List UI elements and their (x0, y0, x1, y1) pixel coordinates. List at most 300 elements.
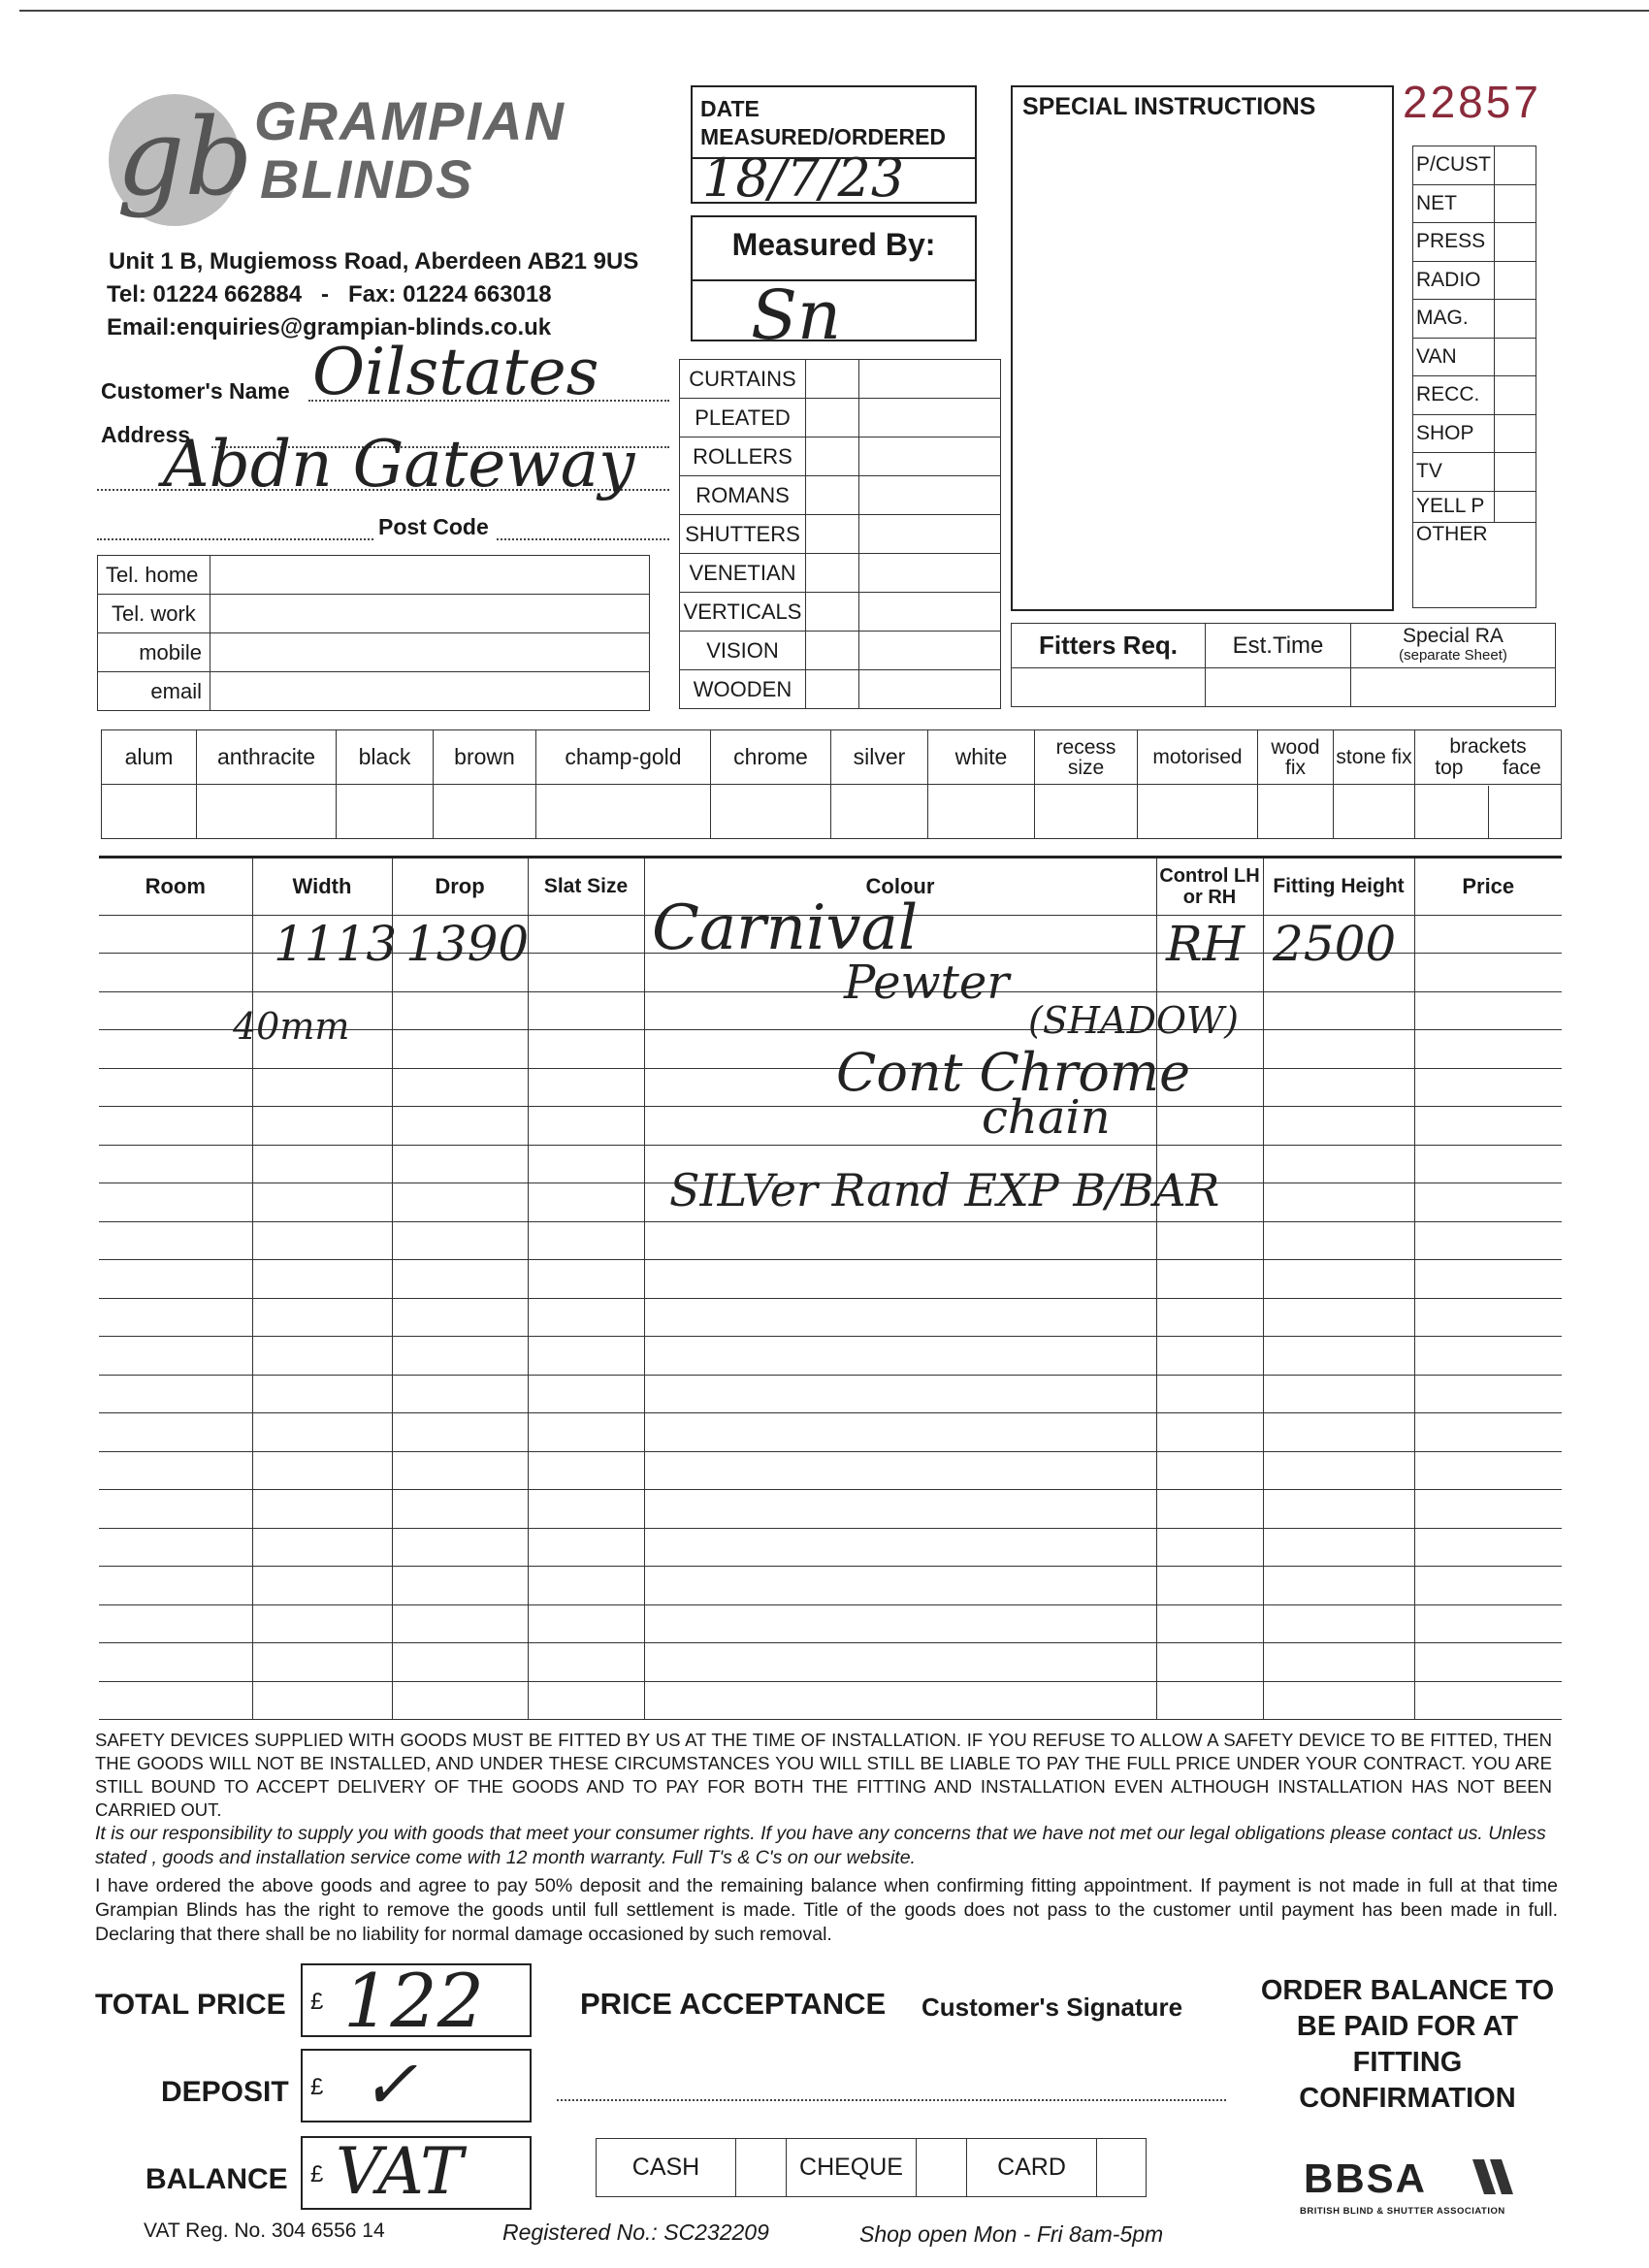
table-cell[interactable] (1414, 1183, 1562, 1222)
payment-card-check[interactable] (1097, 2139, 1147, 2197)
product-check[interactable] (806, 360, 859, 399)
option-label: motorised (1138, 730, 1258, 785)
entry-drop[interactable]: 1390 (405, 916, 530, 972)
gb-logo-icon (97, 87, 252, 233)
table-cell[interactable] (528, 1413, 644, 1452)
payment-cheque-label: CHEQUE (787, 2139, 917, 2197)
customer-name-label: Customer's Name (101, 378, 290, 404)
total-price-label: TOTAL PRICE (95, 1989, 286, 2021)
table-row (99, 1451, 1562, 1490)
table-cell[interactable] (1156, 1451, 1263, 1490)
table-cell[interactable] (1156, 1604, 1263, 1643)
deposit-value[interactable]: ✓ (361, 2045, 418, 2124)
table-cell[interactable] (1263, 1260, 1414, 1299)
table-cell[interactable] (1414, 1413, 1562, 1452)
table-cell[interactable] (1156, 1375, 1263, 1413)
special-ra-field[interactable] (1351, 668, 1556, 707)
table-cell[interactable] (1263, 1681, 1414, 1720)
postcode-line (497, 538, 669, 540)
table-cell[interactable] (392, 1183, 528, 1222)
deposit-label: DEPOSIT (161, 2076, 289, 2108)
table-cell[interactable] (1414, 1681, 1562, 1720)
product-check[interactable] (806, 437, 859, 476)
table-cell[interactable] (644, 1681, 1156, 1720)
table-cell[interactable] (1263, 1567, 1414, 1605)
table-cell[interactable] (99, 1451, 252, 1490)
option-field[interactable] (1035, 785, 1138, 839)
product-qty[interactable] (859, 593, 1001, 632)
contact-field[interactable] (210, 672, 650, 711)
table-cell[interactable] (392, 1107, 528, 1146)
option-label: anthracite (197, 730, 337, 785)
company-address: Unit 1 B, Mugiemoss Road, Aberdeen AB21 9US (109, 248, 639, 275)
table-cell[interactable] (644, 1375, 1156, 1413)
table-cell[interactable] (252, 1451, 392, 1490)
table-cell[interactable] (528, 1490, 644, 1529)
product-check[interactable] (806, 593, 859, 632)
table-row (99, 1413, 1562, 1452)
special-instructions-box[interactable] (1011, 85, 1394, 611)
table-cell[interactable] (392, 991, 528, 1030)
entry-colour-2[interactable]: Pewter (844, 956, 1010, 1010)
table-cell[interactable] (99, 1604, 252, 1643)
table-cell[interactable] (644, 1413, 1156, 1452)
table-cell[interactable] (392, 1068, 528, 1107)
address-label: Address (101, 422, 191, 447)
table-cell[interactable] (1263, 1107, 1414, 1146)
table-cell[interactable] (528, 1145, 644, 1183)
source-check[interactable] (1495, 300, 1536, 339)
table-cell[interactable] (252, 1681, 392, 1720)
table-cell[interactable] (99, 1337, 252, 1376)
special-ra-sub: (separate Sheet) (1399, 646, 1507, 664)
table-cell[interactable] (528, 1298, 644, 1337)
option-label: silver (831, 730, 928, 785)
table-cell[interactable] (252, 1107, 392, 1146)
brackets-cell (1415, 730, 1562, 785)
table-cell[interactable] (99, 1260, 252, 1299)
table-cell[interactable] (392, 1490, 528, 1529)
option-label: stone fix (1334, 730, 1415, 785)
table-cell[interactable] (1156, 1413, 1263, 1452)
terms-safety: SAFETY DEVICES SUPPLIED WITH GOODS MUST BE FITTED BY US AT THE TIME OF INSTALLATION. IF YOU REFUSE TO ALLOW A SAFETY DEVICE TO BE FITTED, THEN THE GOODS WILL NOT BE INSTALLED, AND UNDER THESE CIRCUMSTANCES YOU WILL STILL BE LIABLE TO PAY THE FULL PRICE UNDER YOUR CONTRACT. YOU ARE STILL BOUND TO ACCEPT DELIVERY OF THE GOODS AND TO PAY FOR BOTH THE FITTING AND INSTALLATION EVEN ALTHOUGH INSTALLATION HAS NOT BEEN CARRIED OUT. (95, 1730, 1552, 1820)
table-cell[interactable] (1414, 1260, 1562, 1299)
table-cell[interactable] (1414, 1451, 1562, 1490)
option-field[interactable] (434, 785, 536, 839)
table-cell[interactable] (99, 1030, 252, 1069)
table-cell[interactable] (99, 1643, 252, 1682)
table-cell[interactable] (644, 1221, 1156, 1260)
est-time-label: Est.Time (1206, 624, 1351, 668)
table-cell[interactable] (1414, 1567, 1562, 1605)
entry-colour-3[interactable]: (SHADOW) (1028, 999, 1239, 1042)
product-check[interactable] (806, 554, 859, 593)
product-label: CURTAINS (680, 360, 806, 399)
measured-by-value[interactable]: Sn (751, 275, 842, 355)
table-cell[interactable] (1263, 1528, 1414, 1567)
source-check[interactable] (1495, 376, 1536, 415)
table-cell[interactable] (99, 991, 252, 1030)
est-time-field[interactable] (1206, 668, 1351, 707)
table-cell[interactable] (1263, 1490, 1414, 1529)
source-check[interactable] (1495, 414, 1536, 453)
balance-box[interactable] (301, 2136, 532, 2210)
entry-colour-4[interactable]: Cont Chrome (836, 1042, 1191, 1103)
table-cell[interactable] (1263, 1145, 1414, 1183)
contact-field[interactable] (210, 556, 650, 595)
signature-line[interactable] (557, 2099, 1226, 2101)
table-cell[interactable] (528, 1528, 644, 1567)
table-cell[interactable] (1414, 991, 1562, 1030)
table-cell[interactable] (644, 1451, 1156, 1490)
brackets-fields (1415, 785, 1562, 839)
order-number: 22857 (1403, 77, 1541, 127)
table-cell[interactable] (1156, 1681, 1263, 1720)
table-cell[interactable] (1414, 1298, 1562, 1337)
table-cell[interactable] (528, 1567, 644, 1605)
table-cell[interactable] (1414, 1221, 1562, 1260)
fitters-table (1011, 623, 1556, 707)
table-cell[interactable] (644, 1604, 1156, 1643)
entry-colour-1[interactable]: Carnival (652, 892, 919, 964)
table-row (99, 1681, 1562, 1720)
table-row (99, 1490, 1562, 1529)
table-cell[interactable] (252, 1298, 392, 1337)
source-check[interactable] (1495, 184, 1536, 223)
contacts-table (97, 555, 650, 711)
source-check[interactable] (1495, 261, 1536, 300)
product-qty[interactable] (859, 670, 1001, 709)
table-cell[interactable] (528, 1604, 644, 1643)
brackets-top-field[interactable] (1415, 786, 1489, 838)
table-cell[interactable] (1156, 1337, 1263, 1376)
option-field[interactable] (197, 785, 337, 839)
bbsa-logo: BBSA (1304, 2155, 1428, 2201)
product-qty[interactable] (859, 554, 1001, 593)
table-cell[interactable] (252, 1490, 392, 1529)
fitters-field[interactable] (1012, 668, 1206, 707)
table-cell[interactable] (252, 1337, 392, 1376)
customer-name-value[interactable]: Oilstates (312, 335, 599, 409)
total-price-box[interactable] (301, 1958, 532, 2044)
products-table (679, 359, 1001, 709)
table-cell[interactable] (1156, 1221, 1263, 1260)
option-field[interactable] (711, 785, 831, 839)
measurement-table (99, 859, 1562, 1720)
table-cell[interactable] (252, 1643, 392, 1682)
table-cell[interactable] (528, 1221, 644, 1260)
table-cell[interactable] (392, 1298, 528, 1337)
table-cell[interactable] (1414, 1490, 1562, 1529)
table-cell[interactable] (644, 1490, 1156, 1529)
company-name-line1: GRAMPIAN (254, 90, 566, 151)
product-check[interactable] (806, 476, 859, 515)
source-label: TV (1413, 453, 1495, 492)
table-cell[interactable] (1156, 1260, 1263, 1299)
table-cell[interactable] (1263, 1030, 1414, 1069)
table-cell[interactable] (99, 1298, 252, 1337)
product-label: ROMANS (680, 476, 806, 515)
company-name-line2: BLINDS (260, 148, 474, 210)
table-cell[interactable] (528, 1030, 644, 1069)
product-label: VERTICALS (680, 593, 806, 632)
table-cell[interactable] (1263, 1604, 1414, 1643)
option-label: alum (102, 730, 197, 785)
table-row (99, 1260, 1562, 1299)
table-cell[interactable] (392, 1413, 528, 1452)
table-cell[interactable] (528, 991, 644, 1030)
table-cell[interactable] (1156, 1298, 1263, 1337)
source-check[interactable] (1495, 223, 1536, 262)
source-label: RECC. (1413, 376, 1495, 415)
table-cell[interactable] (99, 1528, 252, 1567)
table-cell[interactable] (99, 1567, 252, 1605)
table-cell[interactable] (1263, 1298, 1414, 1337)
table-row (99, 1643, 1562, 1682)
table-cell[interactable] (392, 1528, 528, 1567)
table-cell[interactable] (252, 1567, 392, 1605)
table-cell[interactable] (252, 1145, 392, 1183)
payment-card-label: CARD (967, 2139, 1097, 2197)
source-label: VAN (1413, 338, 1495, 376)
table-cell[interactable] (252, 1260, 392, 1299)
balance-label: BALANCE (146, 2163, 288, 2195)
date-value[interactable]: 18/7/23 (702, 147, 905, 209)
option-field[interactable] (536, 785, 711, 839)
terms-deposit: I have ordered the above goods and agree to pay 50% deposit and the remaining balance when confirming fitting appointment. If payment is not made in full at that time Grampian Blinds has the right to remove the goods until full settlement is made. Title of the goods does not pass to the customer until payment has been made in full. Declaring that there shall be no liability for normal damage occasioned by such removal. (95, 1875, 1558, 1945)
source-check[interactable] (1495, 453, 1536, 492)
table-cell[interactable] (252, 1528, 392, 1567)
option-field[interactable] (337, 785, 434, 839)
table-cell[interactable] (1263, 1068, 1414, 1107)
table-cell[interactable] (99, 1145, 252, 1183)
product-qty[interactable] (859, 360, 1001, 399)
table-cell[interactable] (528, 1107, 644, 1146)
price-acceptance-label: PRICE ACCEPTANCE (580, 1987, 887, 2021)
order-balance-notice: ORDER BALANCE TO BE PAID FOR AT FITTING CONFIRMATION (1260, 1975, 1555, 2114)
option-label: white (928, 730, 1035, 785)
table-cell[interactable] (1414, 1337, 1562, 1376)
entry-width-note[interactable]: 40mm (233, 1005, 350, 1048)
product-qty[interactable] (859, 632, 1001, 670)
table-cell[interactable] (99, 954, 252, 992)
table-cell[interactable] (99, 1681, 252, 1720)
logo-mark: gb (116, 95, 252, 219)
table-cell[interactable] (99, 1107, 252, 1146)
table-cell[interactable] (99, 1068, 252, 1107)
header-slat-size: Slat Size (528, 859, 644, 915)
date-label: DATE MEASURED/ORDERED (700, 96, 947, 149)
payment-cash-check[interactable] (736, 2139, 787, 2197)
contact-field[interactable] (210, 633, 650, 672)
table-cell[interactable] (1263, 1221, 1414, 1260)
table-cell[interactable] (528, 954, 644, 992)
table-cell[interactable] (528, 1183, 644, 1222)
option-field[interactable] (1334, 785, 1415, 839)
table-cell[interactable] (392, 1145, 528, 1183)
source-check[interactable] (1495, 491, 1536, 522)
table-cell[interactable] (252, 1183, 392, 1222)
option-label: black (337, 730, 434, 785)
table-cell[interactable] (99, 915, 252, 954)
table-cell[interactable] (1414, 1528, 1562, 1567)
table-cell[interactable] (392, 1030, 528, 1069)
table-cell[interactable] (1263, 1337, 1414, 1376)
source-label: YELL P (1413, 491, 1495, 522)
table-cell[interactable] (392, 1221, 528, 1260)
table-cell[interactable] (644, 1298, 1156, 1337)
contact-label: Tel. home (98, 556, 210, 595)
brackets-face-field[interactable] (1489, 786, 1562, 838)
entry-note[interactable]: SILVer Rand EXP B/BAR (669, 1164, 1220, 1216)
source-label: P/CUST (1413, 146, 1495, 185)
table-cell[interactable] (392, 1337, 528, 1376)
currency-symbol: £ (310, 2074, 324, 2100)
table-cell[interactable] (392, 1451, 528, 1490)
table-cell[interactable] (392, 1681, 528, 1720)
table-cell[interactable] (1263, 991, 1414, 1030)
bbsa-caption: BRITISH BLIND & SHUTTER ASSOCIATION (1300, 2206, 1505, 2217)
table-cell[interactable] (1156, 1643, 1263, 1682)
table-cell[interactable] (528, 1643, 644, 1682)
product-qty[interactable] (859, 437, 1001, 476)
table-cell[interactable] (392, 1260, 528, 1299)
table-cell[interactable] (528, 1681, 644, 1720)
table-cell[interactable] (1156, 1107, 1263, 1146)
source-check[interactable] (1495, 338, 1536, 376)
payment-cheque-check[interactable] (917, 2139, 967, 2197)
table-cell[interactable] (644, 1337, 1156, 1376)
measured-by-box (691, 215, 977, 355)
table-cell[interactable] (1414, 1604, 1562, 1643)
product-qty[interactable] (859, 476, 1001, 515)
measured-by-label: Measured By: (731, 227, 936, 262)
table-row (99, 1528, 1562, 1567)
address-value[interactable]: Abdn Gateway (163, 427, 635, 502)
brackets-face-label: face (1503, 756, 1541, 779)
special-instructions-label: SPECIAL INSTRUCTIONS (1022, 93, 1316, 120)
currency-symbol: £ (310, 2161, 324, 2187)
product-check[interactable] (806, 515, 859, 554)
table-cell[interactable] (252, 1604, 392, 1643)
table-cell[interactable] (1263, 1413, 1414, 1452)
table-cell[interactable] (644, 1260, 1156, 1299)
table-cell[interactable] (1414, 1145, 1562, 1183)
table-cell[interactable] (99, 1490, 252, 1529)
product-check[interactable] (806, 399, 859, 437)
options-table (101, 729, 1562, 839)
table-cell[interactable] (1414, 915, 1562, 954)
entry-colour-5[interactable]: chain (982, 1090, 1111, 1145)
deposit-box[interactable] (301, 2045, 532, 2124)
header-width: Width (252, 859, 392, 915)
header-colour: Colour (644, 859, 1156, 915)
entry-fitting-height[interactable]: 2500 (1273, 916, 1397, 972)
header-drop: Drop (392, 859, 528, 915)
table-cell[interactable] (528, 1451, 644, 1490)
product-qty[interactable] (859, 515, 1001, 554)
currency-symbol: £ (310, 1989, 324, 2015)
table-cell[interactable] (1263, 1183, 1414, 1222)
contact-label: email (98, 672, 210, 711)
option-field[interactable] (928, 785, 1035, 839)
table-cell[interactable] (1414, 1068, 1562, 1107)
table-cell[interactable] (1263, 1643, 1414, 1682)
table-cell[interactable] (99, 1413, 252, 1452)
table-cell[interactable] (1156, 1567, 1263, 1605)
source-label: MAG. (1413, 300, 1495, 339)
option-field[interactable] (1258, 785, 1334, 839)
product-qty[interactable] (859, 399, 1001, 437)
table-cell[interactable] (99, 1375, 252, 1413)
source-label: RADIO (1413, 261, 1495, 300)
option-label: wood fix (1258, 730, 1334, 785)
signature-label: Customer's Signature (922, 1993, 1183, 2022)
table-cell[interactable] (528, 915, 644, 954)
table-cell[interactable] (392, 1375, 528, 1413)
table-cell[interactable] (644, 1567, 1156, 1605)
table-cell[interactable] (528, 1068, 644, 1107)
table-cell[interactable] (252, 1413, 392, 1452)
table-cell[interactable] (1156, 1490, 1263, 1529)
entry-width[interactable]: 1113 (274, 916, 398, 972)
entry-control[interactable]: RH (1166, 916, 1245, 972)
option-label: chrome (711, 730, 831, 785)
special-ra-label: Special RA (1403, 624, 1504, 647)
total-price-value[interactable]: 122 (343, 1958, 485, 2044)
table-cell[interactable] (99, 1183, 252, 1222)
header-control: Control LH or RH (1156, 859, 1263, 915)
product-label: WOODEN (680, 670, 806, 709)
table-cell[interactable] (392, 1643, 528, 1682)
table-cell[interactable] (1414, 954, 1562, 992)
table-cell[interactable] (1414, 1643, 1562, 1682)
table-cell[interactable] (99, 1221, 252, 1260)
product-label: PLEATED (680, 399, 806, 437)
contact-label: mobile (98, 633, 210, 672)
table-cell[interactable] (644, 1643, 1156, 1682)
product-label: VENETIAN (680, 554, 806, 593)
table-cell[interactable] (644, 1528, 1156, 1567)
option-field[interactable] (102, 785, 197, 839)
option-field[interactable] (1138, 785, 1258, 839)
table-cell[interactable] (1414, 1375, 1562, 1413)
table-cell[interactable] (392, 1567, 528, 1605)
table-cell[interactable] (252, 1068, 392, 1107)
table-cell[interactable] (1263, 1451, 1414, 1490)
table-cell[interactable] (528, 1375, 644, 1413)
option-field[interactable] (831, 785, 928, 839)
table-cell[interactable] (1156, 1528, 1263, 1567)
product-check[interactable] (806, 670, 859, 709)
table-cell[interactable] (1263, 1375, 1414, 1413)
table-cell[interactable] (1414, 1107, 1562, 1146)
table-cell[interactable] (392, 1604, 528, 1643)
table-cell[interactable] (252, 1375, 392, 1413)
source-check[interactable] (1495, 146, 1536, 185)
product-check[interactable] (806, 632, 859, 670)
terms-consumer: It is our responsibility to supply you with goods that meet your consumer rights. If you have any concerns that we have not met our legal obligations please contact us. Unless stated , goods and installation service come with 12 month warranty. Full T's & C's on our website. (95, 1823, 1546, 1868)
table-row (99, 1221, 1562, 1260)
table-cell[interactable] (1414, 1030, 1562, 1069)
table-cell[interactable] (252, 1221, 392, 1260)
balance-value[interactable]: VAT (336, 2134, 464, 2209)
table-cell[interactable] (528, 1337, 644, 1376)
option-label: champ-gold (536, 730, 711, 785)
table-cell[interactable] (528, 1260, 644, 1299)
source-label: PRESS (1413, 223, 1495, 262)
contact-field[interactable] (210, 595, 650, 633)
